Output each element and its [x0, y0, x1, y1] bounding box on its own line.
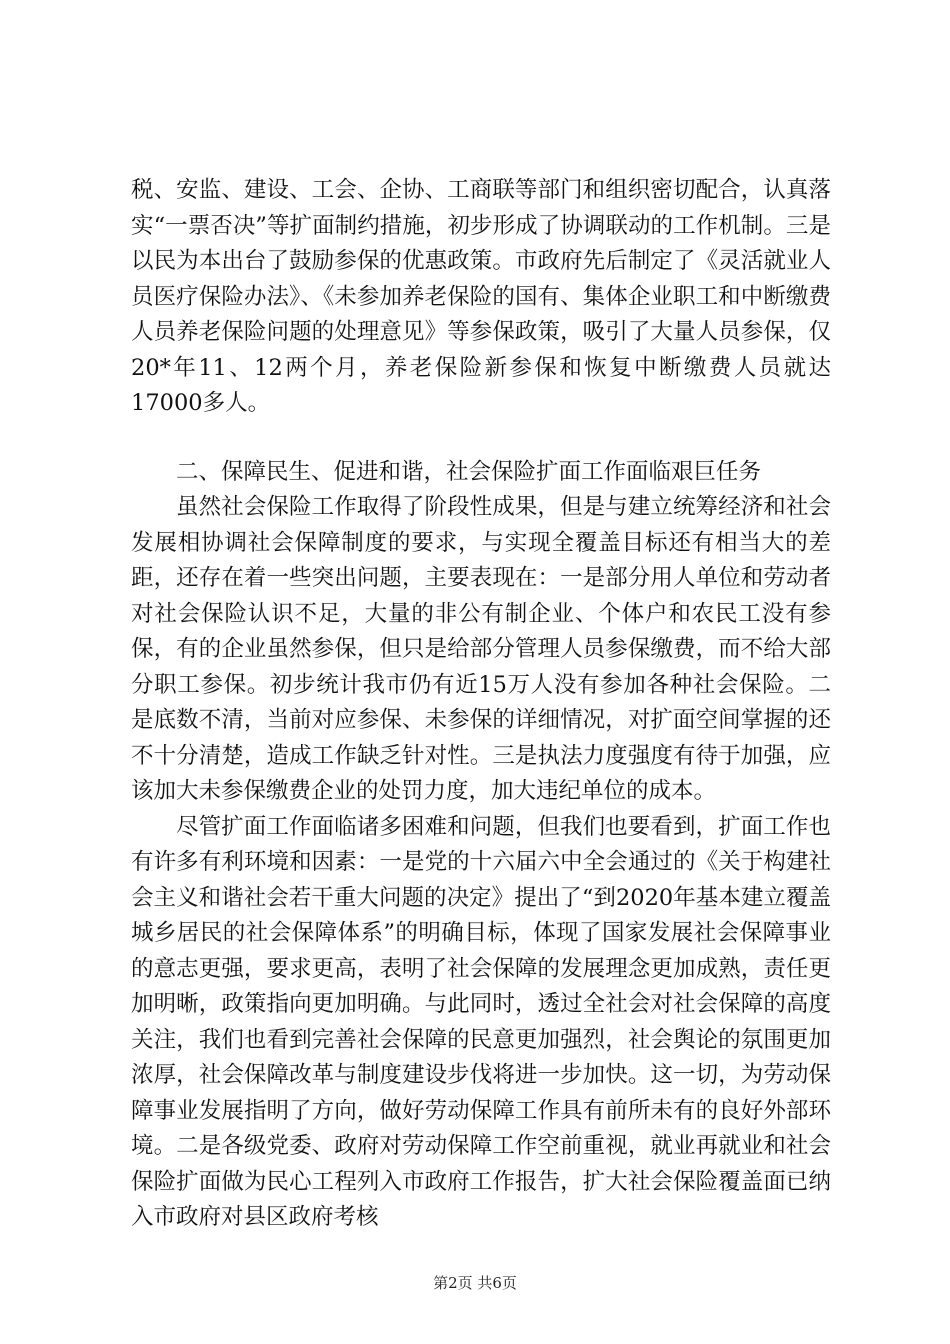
paragraph-continued: 税、安监、建设、工会、企协、工商联等部门和组织密切配合，认真落实“一票否决”等扩面制约措施，初步形成了协调联动的工作机制。三是以民为本出台了鼓励参保的优惠政策。市政府先后制定了《灵活就业人员医疗保险办法》、《未参加养老保险的国有、集体企业职工和中断缴费人员养老保险问题的处理意见》等参保政策，吸引了大量人员参保，仅20*年11、12两个月，养老保险新参保和恢复中断缴费人员就达17000多人。 [131, 177, 831, 416]
paragraph-favorable-factors: 尽管扩面工作面临诸多困难和问题，但我们也要看到，扩面工作也有许多有利环境和因素：一是党的十六届六中全会通过的《关于构建社会主义和谐社会若干重大问题的决定》提出了“到2020年基本建立覆盖城乡居民的社会保障体系”的明确目标，体现了国家发展社会保障事业的意志更强，要求更高，表明了社会保障的发展理念更加成熟，责任更加明晰，政策指向更加明确。与此同时，透过全社会对社会保障的高度关注，我们也看到完善社会保障的民意更加强烈，社会舆论的氛围更加浓厚，社会保障改革与制度建设步伐将进一步加快。这一切，为劳动保障事业发展指明了方向，做好劳动保障工作具有前所未有的良好外部环境。二是各级党委、政府对劳动保障工作空前重视，就业再就业和社会保险扩面做为民心工程列入市政府工作报告，扩大社会保险覆盖面已纳入市政府对县区政府考核 [131, 813, 831, 1230]
paragraph-gap [131, 422, 831, 455]
section-heading: 二、保障民生、促进和谐，社会保险扩面工作面临艰巨任务 [176, 458, 762, 485]
paragraph-problems: 虽然社会保险工作取得了阶段性成果，但是与建立统筹经济和社会发展相协调社会保障制度的要求，与实现全覆盖目标还有相当大的差距，还存在着一些突出问题，主要表现在：一是部分用人单位和劳动者对社会保险认识不足，大量的非公有制企业、个体户和农民工没有参保，有的企业虽然参保，但只是给部分管理人员参保缴费，而不给大部分职工参保。初步统计我市仍有近15万人没有参加各种社会保险。二是底数不清，当前对应参保、未参保的详细情况，对扩面空间掌握的还不十分清楚，造成工作缺乏针对性。三是执法力度强度有待于加强，应该加大未参保缴费企业的处罚力度，加大违纪单位的成本。 [131, 494, 831, 804]
document-body [131, 173, 831, 1236]
page-footer: 第2页 共6页 [433, 1274, 517, 1292]
